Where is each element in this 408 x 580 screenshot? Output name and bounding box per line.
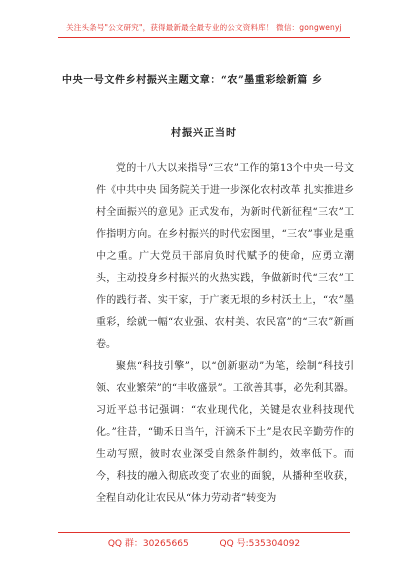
header-rule [58,37,350,38]
footer-qq-number: QQ 号:535304092 [219,539,301,549]
document-title-line1: 中央一号文件乡村振兴主题文章：“农”墨重彩绘新篇 乡 [62,75,323,86]
paragraph: 党的十八大以来指导“三农”工作的第13个中央一号文件《中共中央 国务院关于进一步深化农村改革 扎实推进乡村全面振兴的意见》正式发布，为新时代新征程“三农”工作指明方向。在乡村振兴的时代宏图里，“三农”事业是重中之重。广大党员干部肩负时代赋予的使命，应勇立潮头，主动投身乡村振兴的火热实践，争做新时代“三农”工作的践行者、实干家，于广袤无垠的乡村沃土上，“农”墨重彩，绘就一幅“农业强、农村美、农民富”的“三农”新画卷。 [96,163,354,350]
header-note: 关注头条号"公文研究"，获得最新最全最专业的公文资料库！ 微信：gongwenyj [66,23,342,32]
footer-qq-group: QQ 群：30265665 [107,539,189,549]
paragraph: 聚焦“科技引擎”，以“创新驱动”为笔，绘制“科技引领、农业繁荣”的“丰收盛景”。工欲善其事，必先利其器。习近平总书记强调：“农业现代化，关键是农业科技现代化。”往昔，“锄禾日当午，汗滴禾下土”是农民辛勤劳作的生动写照，彼时农业深受自然条件制约，效率低下。而今，科技的融入彻底改变了农业的面貌，从播种至收获，全程自动化让农民从“体力劳动者”转变为 [96,361,354,504]
document-body [96,158,354,510]
document-title-line2: 村振兴正当时 [171,128,237,139]
footer-rule [58,532,350,533]
footer [0,536,408,549]
